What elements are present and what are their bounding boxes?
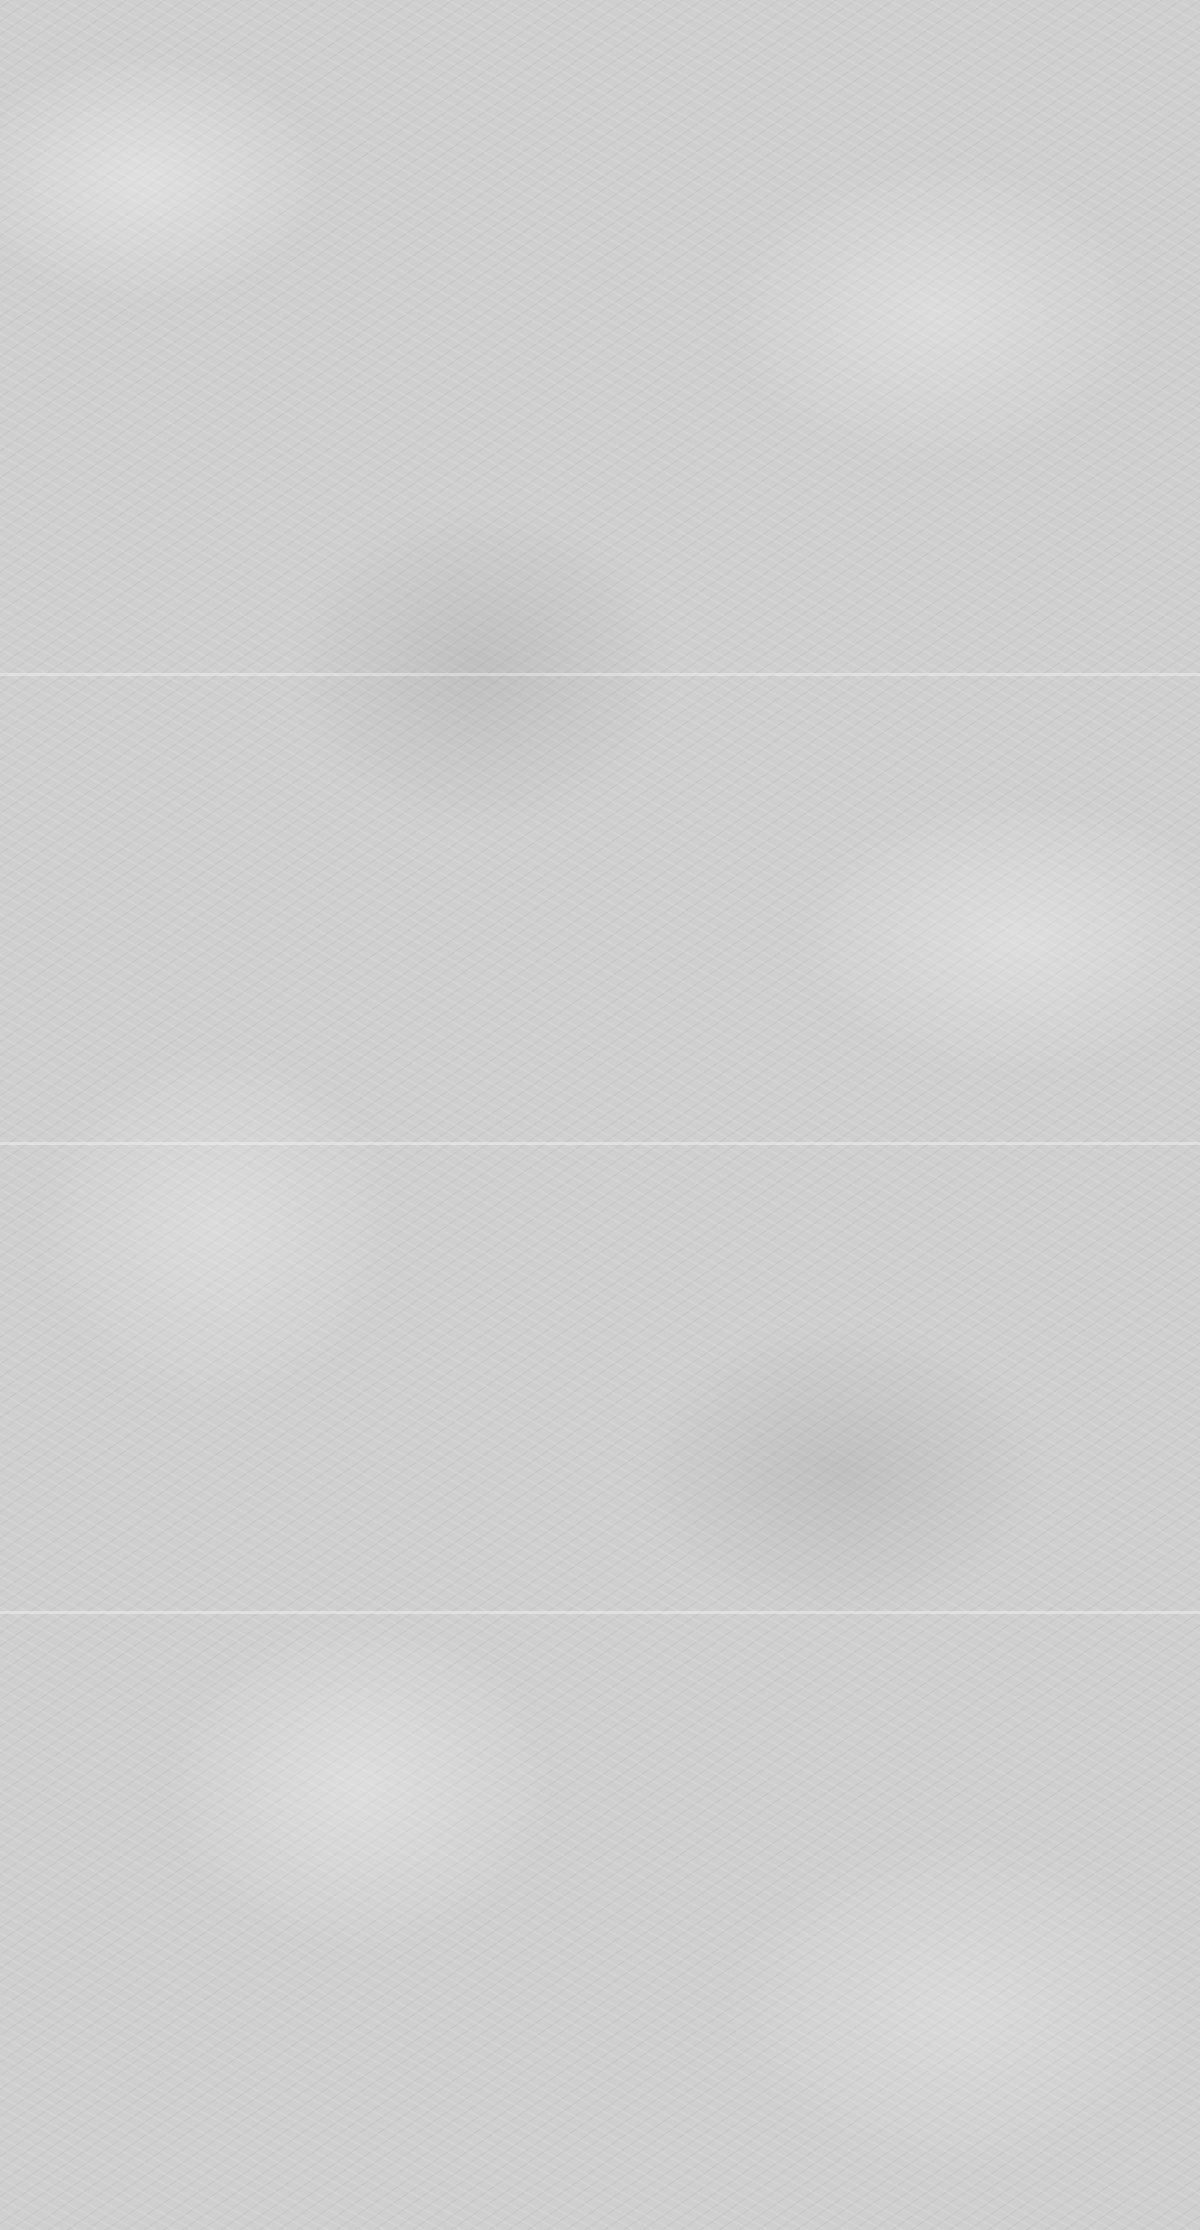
background-band-edge <box>0 1142 1200 1145</box>
background-band-edge <box>0 673 1200 676</box>
background-band-edge <box>0 1611 1200 1614</box>
